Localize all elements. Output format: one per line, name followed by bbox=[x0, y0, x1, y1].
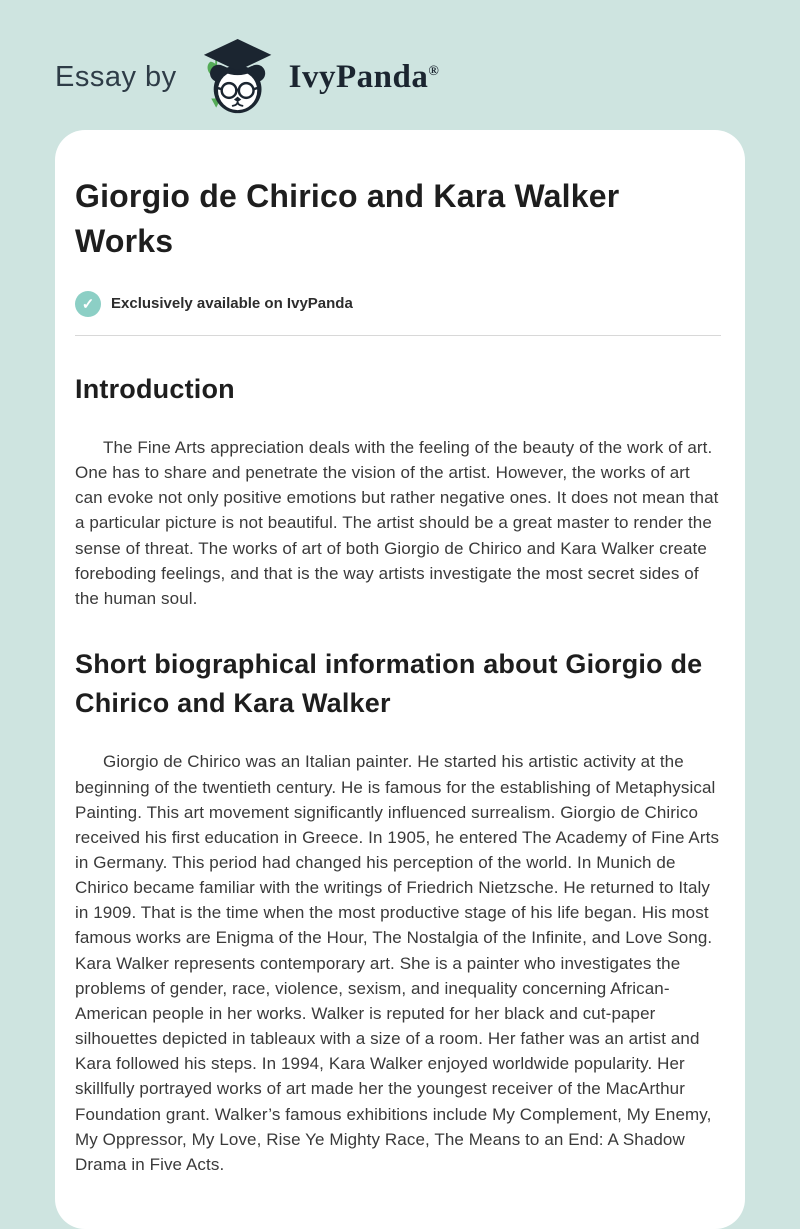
brand-text: IvyPanda bbox=[288, 58, 429, 95]
biography-paragraph: Giorgio de Chirico was an Italian painter. He started his artistic activity at the beginning of the twentieth century. He is famous for the establishing of Metaphysical Painting. This art movement significantly influenced surrealism. Giorgio de Chirico received his first education in Greece. In 1905, he entered The Academy of Fine Arts in Germany. This period had changed his perception of the world. In Munich de Chirico became familiar with the writings of Friedrich Nietzsche. He returned to Italy in 1909. That is the time when the most productive stage of his life began. His most famous works are Enigma of the Hour, The Nostalgia of the Infinite, and Love Song. Kara Walker represents contemporary art. She is a painter who investigates the problems of gender, race, violence, sexism, and inequality concerning African-American people in her works. Walker is reputed for her black and cut-paper silhouettes depicted in tableaux with a size of a room. Her father was an artist and Kara followed his steps. In 1994, Kara Walker enjoyed worldwide popularity. Her skillfully portrayed works of art made her the youngest receiver of the MacArthur Foundation grant. Walker’s famous exhibitions include My Complement, My Enemy, My Oppressor, My Love, Rise Ye Mighty Race, The Means to an End: A Shadow Drama in Five Acts. bbox=[75, 752, 720, 1174]
divider bbox=[75, 335, 721, 336]
section-biography bbox=[75, 645, 721, 1177]
registered-mark: ® bbox=[428, 63, 440, 79]
availability-row bbox=[75, 291, 721, 317]
essay-title: Giorgio de Chirico and Kara Walker Works bbox=[75, 178, 620, 260]
site-header bbox=[0, 0, 800, 130]
section-heading-biography: Short biographical information about Giorgio de Chirico and Kara Walker bbox=[75, 649, 703, 719]
ivypanda-logo bbox=[199, 37, 275, 117]
essay-card bbox=[55, 130, 745, 1229]
section-heading-introduction: Introduction bbox=[75, 373, 235, 404]
essay-by-label: Essay by bbox=[55, 60, 177, 93]
checkmark-icon: ✓ bbox=[75, 291, 101, 317]
panda-graduate-icon bbox=[199, 37, 275, 117]
brand-name bbox=[289, 59, 440, 96]
section-introduction bbox=[75, 370, 721, 611]
introduction-paragraph: The Fine Arts appreciation deals with the feeling of the beauty of the work of art. One has to share and penetrate the vision of the artist. However, the works of art can evoke not only positive emotions but rather negative ones. It does not mean that a particular picture is not beautiful. The artist should be a great master to render the sense of threat. The works of art of both Giorgio de Chirico and Kara Walker create foreboding feelings, and that is the way artists investigate the most secret sides of the human soul. bbox=[75, 438, 719, 608]
availability-label: Exclusively available on IvyPanda bbox=[111, 295, 353, 313]
